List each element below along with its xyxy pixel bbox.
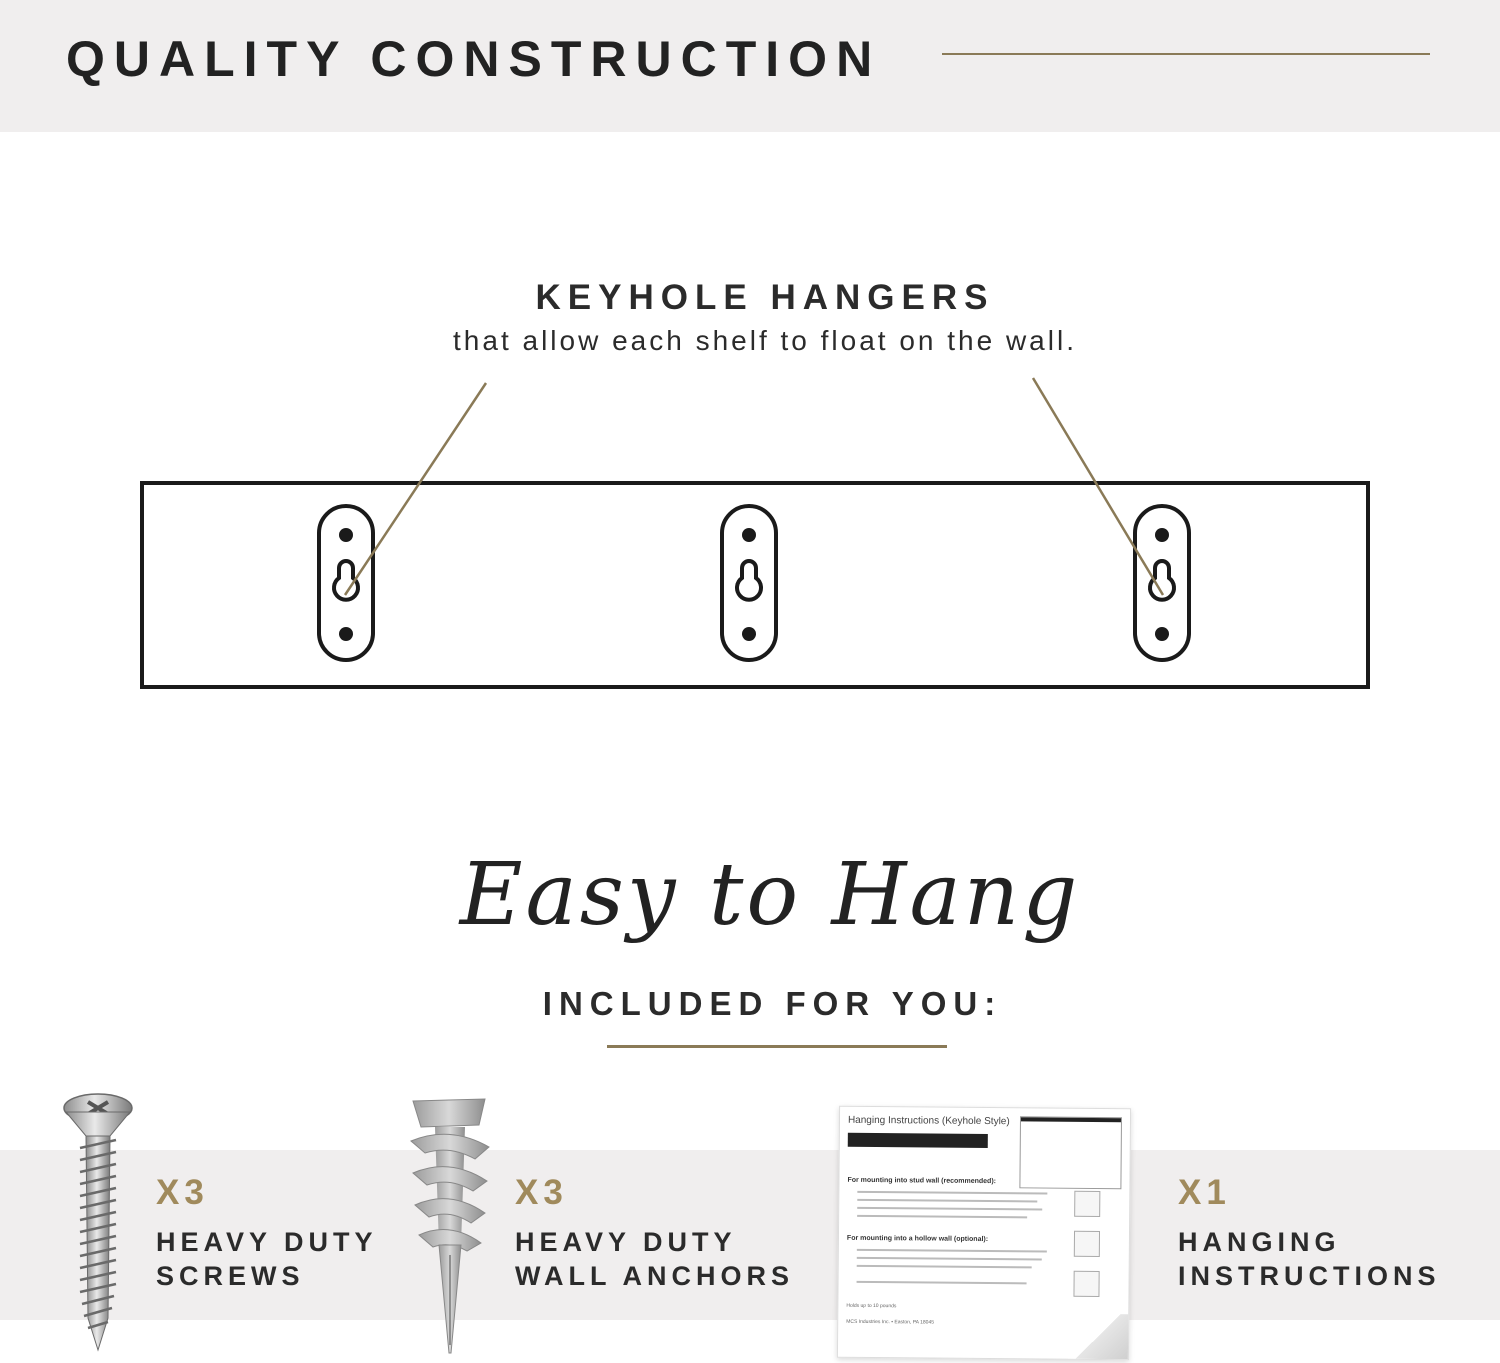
included-heading: INCLUDED FOR YOU: — [542, 985, 1003, 1022]
sheet-holds: Holds up to 10 pounds — [846, 1302, 897, 1310]
included-divider — [607, 1045, 947, 1048]
keyhole-title: KEYHOLE HANGERS — [535, 278, 995, 317]
sheet-tools-box — [1019, 1116, 1122, 1189]
instructions-qty: X1 — [1178, 1173, 1231, 1212]
callout-line-left — [345, 383, 486, 595]
wall-anchor-icon — [405, 1095, 495, 1360]
sheet-hollow-heading: For mounting into a hollow wall (optional): — [846, 1234, 989, 1244]
easy-to-hang-script: Easy to Hang — [459, 845, 1081, 945]
anchors-qty: X3 — [515, 1173, 568, 1212]
page-title: QUALITY CONSTRUCTION — [66, 31, 882, 87]
sheet-title: Hanging Instructions (Keyhole Style) — [847, 1114, 1010, 1128]
screws-label: HEAVY DUTY SCREWS — [156, 1227, 378, 1291]
sheet-tools-head — [1021, 1117, 1121, 1122]
instruction-sheet-icon — [837, 1106, 1131, 1361]
keyhole-hanger-right — [1135, 506, 1189, 660]
page-curl — [1068, 1314, 1128, 1360]
sheet-warning — [848, 1133, 988, 1148]
sheet-company: MCS Industries Inc. • Easton, PA 18045 — [846, 1318, 935, 1326]
keyhole-subtitle: that allow each shelf to float on the wall. — [453, 325, 1077, 356]
instructions-label: HANGING INSTRUCTIONS — [1178, 1227, 1441, 1291]
anchors-label: HEAVY DUTY WALL ANCHORS — [515, 1227, 794, 1291]
sheet-stud-heading: For mounting into stud wall (recommended): — [847, 1176, 997, 1186]
screw-icon — [60, 1088, 140, 1358]
keyhole-hanger-center — [722, 506, 776, 660]
callout-line-right — [1033, 378, 1163, 595]
keyhole-hanger-left — [319, 506, 373, 660]
screws-qty: X3 — [156, 1173, 209, 1212]
